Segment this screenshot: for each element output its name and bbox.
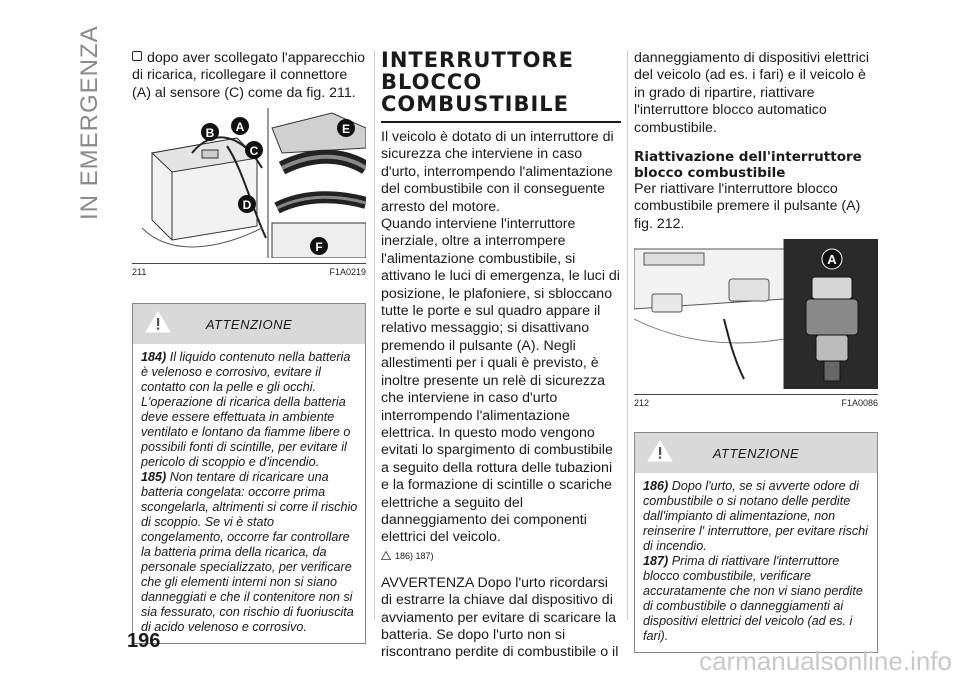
warning-body	[133, 344, 365, 643]
column-3	[634, 50, 878, 653]
column-divider	[374, 50, 375, 620]
intro-paragraph: dopo aver scollegato l'apparecchio di ricarica, ricollegare il connettore (A) al sensore (C) come da fig. 211.	[132, 50, 366, 101]
paragraph-reactivate: Per riattivare l'interruttore blocco combustibile premere il pulsante (A) fig. 212.	[634, 181, 861, 232]
figure-211-caption	[132, 264, 366, 277]
switch-illustration	[634, 239, 878, 389]
label-d-text: D	[242, 198, 252, 213]
bullet-icon	[132, 51, 142, 61]
column-divider	[627, 50, 628, 620]
figure-code: F1A0086	[841, 398, 878, 409]
label-a-text: A	[827, 252, 837, 268]
warning-item-186: 186) Dopo l'urto, se si avverte odore di combustibile o si notano delle perdite dall'impianto di alimentazione, non reinserire l' interruttore, per evitare rischi di incendio.	[643, 479, 868, 554]
paragraph-2: Quando interviene l'interruttore inerziale, oltre a interrompere l'alimentazione combustibile, si attivano le luci di emergenza, le luci di posizione, le plafoniere, si sbloccano tutte le porte e sul quadro appare il relativo messaggio; si disattivano premendo il pulsante (A). Negli allestimenti per i quali è previsto, è inoltre presente un relè di sicurezza che interviene in caso d'urto interrompendo l'alimentazione elettrica. In questo modo vengono evitati lo spargimento di combustibile a seguito della rottura delle tubazioni e la formazione di scintille o scariche elettriche a seguito del danneggiamento dei componenti elettrici del veicolo.	[381, 216, 620, 546]
label-d	[238, 195, 256, 213]
paragraph-continued: danneggiamento di dispositivi elettrici del veicolo (ad es. i fari) e il veicolo è in grado di ripartire, riattivare l'interruttore blocco automatico combustibile.	[634, 50, 870, 136]
warning-header	[635, 433, 877, 473]
warning-header	[133, 304, 365, 344]
warning-small-icon	[381, 551, 391, 560]
section-title	[76, 25, 116, 220]
paragraph-3: AVVERTENZA Dopo l'urto ricordarsi di estrarre la chiave dal dispositivo di avviamento per evitare di scaricare la batteria. Se dopo l'urto non si riscontrano perdite di combustibile o il	[381, 574, 619, 661]
figure-number: 211	[132, 267, 147, 278]
label-a	[231, 117, 249, 135]
note-references: 186) 187)	[381, 551, 621, 561]
warning-box-1	[132, 303, 366, 644]
subheading: Riattivazione dell'interruttore blocco combustibile	[634, 149, 862, 182]
figure-code: F1A0219	[329, 267, 366, 278]
figure-number: 212	[634, 398, 650, 409]
warning-body	[635, 473, 877, 652]
label-a-text: A	[235, 120, 245, 135]
battery-illustration	[132, 108, 366, 258]
label-f	[310, 237, 328, 255]
warning-title: ATTENZIONE	[205, 317, 293, 333]
warning-item-184: 184) Il liquido contenuto nella batteria è velenoso e corrosivo, evitare il contatto con la pelle e gli occhi. L'operazione di ricarica della batteria deve essere effettuata in ambiente ventilato e lontano da fiamme libere o possibili fonti di scintille, per evitare il pericolo di scoppio e d'incendio.	[141, 350, 351, 470]
column-1	[132, 50, 366, 644]
figure-212-caption	[634, 395, 878, 408]
warning-box-2	[634, 432, 878, 653]
label-c-text: C	[249, 144, 259, 159]
section-title-text: IN EMERGENZA	[76, 25, 103, 220]
figure-212	[634, 239, 878, 395]
label-e-text: E	[341, 122, 351, 137]
label-f-text: F	[315, 240, 323, 255]
warning-title: ATTENZIONE	[712, 446, 800, 462]
label-c	[245, 141, 263, 159]
label-b	[201, 123, 219, 141]
label-e	[337, 119, 355, 137]
watermark: carmanualsonline.info	[699, 646, 952, 676]
page-number: 196	[127, 630, 161, 652]
column-2	[381, 50, 621, 662]
paragraph-1: Il veicolo è dotato di un interruttore di sicurezza che interviene in caso d'urto, interrompendo l'alimentazione del combustibile con il conseguente arresto del motore.	[381, 129, 614, 215]
warning-item-185: 185) Non tentare di ricaricare una batteria congelata: occorre prima scongelarla, altrimenti si corre il rischio di scoppio. Se vi è stato congelamento, occorre far controllare la batteria prima della ricarica, da personale specializzato, per verificare che gli elementi interni non si siano danneggiati e che il contenitore non si sia fessurato, con rischio di fuoriuscita di acido velenoso e corrosivo.	[141, 470, 358, 635]
label-b-text: B	[205, 126, 215, 141]
figure-211	[132, 108, 366, 264]
section-heading: INTERRUTTORE BLOCCO COMBUSTIBILE	[381, 49, 621, 123]
warning-item-187: 187) Prima di riattivare l'interruttore blocco combustibile, verificare accuratamente che non vi siano perdite di combustibile o danneggiamenti ai dispositivi elettrici del veicolo (ad es. i fari).	[643, 554, 863, 644]
label-a	[822, 249, 842, 269]
